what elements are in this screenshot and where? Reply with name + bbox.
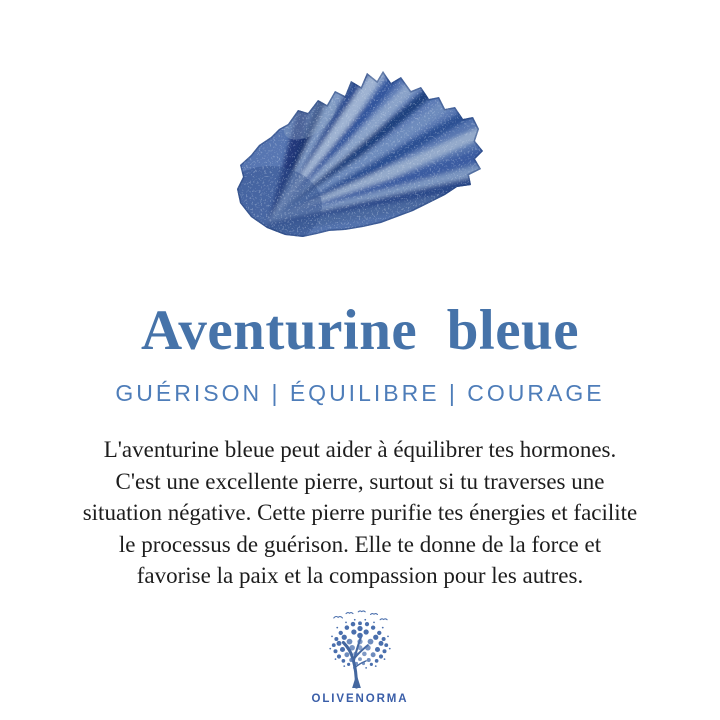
description-line: situation négative. Cette pierre purifie tes énergies et facilite xyxy=(82,500,638,525)
blue-aventurine-stone-image xyxy=(230,58,488,240)
brand-logo xyxy=(0,610,720,705)
page-title: Aventurine bleue xyxy=(140,299,580,362)
tree-trunk-base xyxy=(352,674,361,688)
birds-icon xyxy=(334,611,387,620)
description-line: le processus de guérison. Elle te donne de la force et xyxy=(118,531,602,557)
description-line: L'aventurine bleue peut aider à équilibrer tes hormones. xyxy=(103,437,617,462)
description-paragraph xyxy=(0,434,720,592)
description-line: C'est une excellente pierre, surtout si tu traverses une xyxy=(115,468,605,494)
description-line: favorise la paix et la compassion pour les autres. xyxy=(136,563,584,588)
brand-name: OLIVENORMA xyxy=(311,693,409,705)
keywords-subtitle: GUÉRISON | ÉQUILIBRE | COURAGE xyxy=(115,380,605,406)
olive-tree-icon xyxy=(325,610,395,689)
tree-canopy xyxy=(329,619,390,669)
